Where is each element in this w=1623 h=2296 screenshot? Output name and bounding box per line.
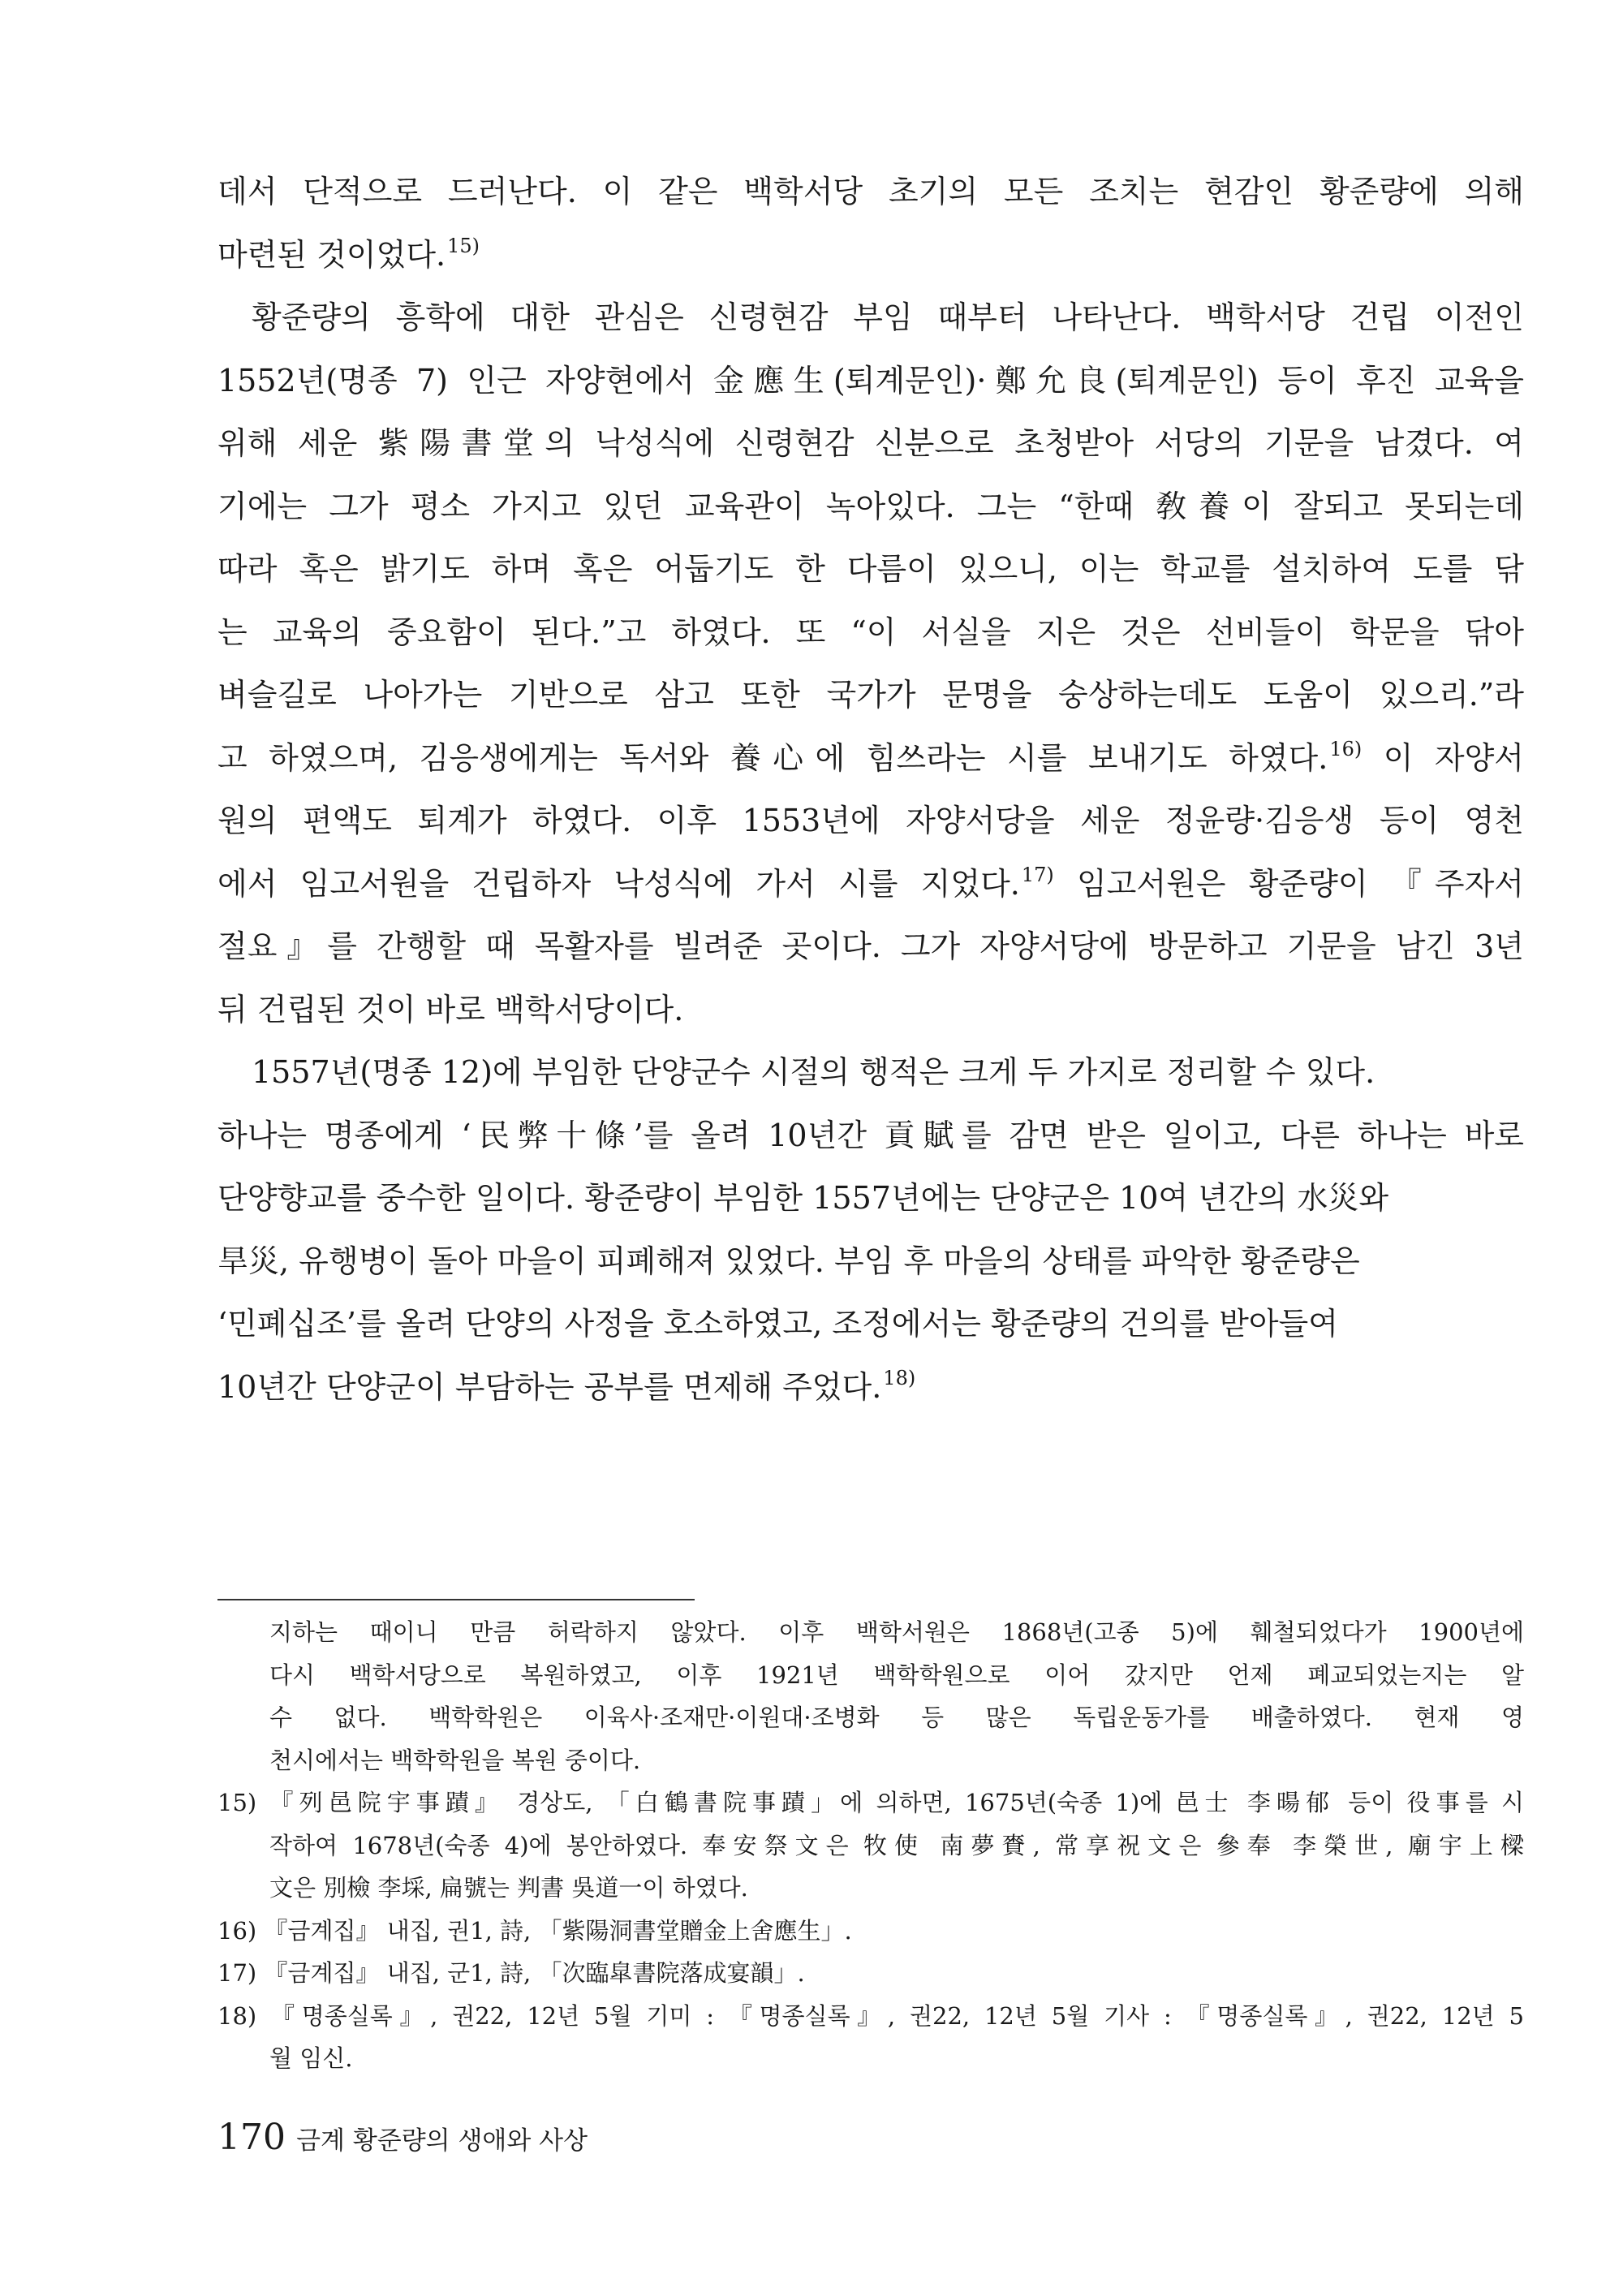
footnote-marker: 15) — [447, 234, 480, 257]
line-text: 기에는 그가 평소 가지고 있던 교육관이 녹아있다. 그는 “한때 敎養이 잘되고 못되는데 — [217, 488, 1524, 524]
text-line — [217, 538, 1524, 601]
line-text: 천시에서는 백학학원을 복원 중이다. — [269, 1746, 641, 1774]
text-line — [217, 601, 1524, 665]
text-line — [217, 350, 1524, 413]
line-text: 절요』를 간행할 때 목활자를 빌려준 곳이다. 그가 자양서당에 방문하고 기문을 남긴 3년 — [217, 928, 1524, 964]
page-footer — [217, 2117, 588, 2158]
line-text: 수 없다. 백학학원은 이육사·조재만·이원대·조병화 등 많은 독립운동가를 배출하였다. 현재 영 — [269, 1704, 1524, 1731]
line-text: 데서 단적으로 드러난다. 이 같은 백학서당 초기의 모든 조치는 현감인 황준량에 의해 — [217, 174, 1524, 209]
text-line — [217, 286, 1524, 350]
text-line — [217, 476, 1524, 539]
footnote-line — [217, 1611, 1524, 1654]
text-line — [217, 224, 1524, 287]
footnote-line — [217, 1867, 1524, 1910]
book-title: 금계 황준량의 생애와 사상 — [296, 2126, 588, 2156]
line-text: 월 임신. — [269, 2044, 353, 2072]
line-text: 황준량의 흥학에 대한 관심은 신령현감 부임 때부터 나타난다. 백학서당 건립 이전인 — [252, 299, 1524, 335]
text-line — [217, 915, 1524, 979]
footnote-line — [217, 1696, 1524, 1739]
footnote-line — [217, 1654, 1524, 1697]
line-text: 15) 『列邑院宇事蹟』 경상도, 「白鶴書院事蹟」에 의하면, 1675년(숙종 1)에 邑士 李暘郁 등이 役事를 시 — [217, 1789, 1524, 1816]
line-text: 작하여 1678년(숙종 4)에 봉안하였다. 奉安祭文은 牧使 南夢賚, 常享祝文은 參奉 李榮世, 廟宇上樑 — [269, 1831, 1524, 1859]
line-text: 에서 임고서원을 건립하자 낙성식에 가서 시를 지었다. — [217, 865, 1020, 902]
line-text: 文은 別檢 李埰, 扁號는 判書 吳道一이 하였다. — [269, 1874, 748, 1902]
page-number: 170 — [217, 2117, 286, 2158]
text-line — [217, 1041, 1524, 1105]
text-line — [217, 727, 1524, 790]
text-line — [217, 853, 1524, 916]
line-text: 17) 『금계집』 내집, 군1, 詩, 「次臨皐書院落成宴韻」. — [217, 1959, 805, 1987]
line-text: 따라 혹은 밝기도 하며 혹은 어둡기도 한 다름이 있으니, 이는 학교를 설치하여 도를 닦 — [217, 551, 1524, 587]
line-text: 원의 편액도 퇴계가 하였다. 이후 1553년에 자양서당을 세운 정윤량·김응생 등이 영천 — [217, 803, 1524, 838]
footnote-line — [217, 1910, 1524, 1953]
footnote-rule — [217, 1599, 695, 1600]
line-text: 고 하였으며, 김응생에게는 독서와 養心에 힘쓰라는 시를 보내기도 하였다. — [217, 739, 1328, 776]
footnote-line — [217, 1995, 1524, 2038]
body-text — [217, 161, 1524, 1419]
line-text: 1557년(명종 12)에 부임한 단양군수 시절의 행적은 크게 두 가지로 정리할 수 있다. — [252, 1054, 1375, 1090]
line-text: 10년간 단양군이 부담하는 공부를 면제해 주었다. — [217, 1368, 882, 1405]
line-text: 旱災, 유행병이 돌아 마을이 피폐해져 있었다. 부임 후 마을의 상태를 파악한 황준량은 — [217, 1243, 1360, 1279]
text-line — [217, 1356, 1524, 1419]
text-line — [217, 161, 1524, 224]
text-line — [217, 790, 1524, 853]
text-line — [217, 979, 1524, 1042]
line-text: 다시 백학서당으로 복원하였고, 이후 1921년 백학학원으로 이어 갔지만 언제 폐교되었는지는 알 — [269, 1661, 1524, 1689]
line-text: 위해 세운 紫陽書堂의 낙성식에 신령현감 신분으로 초청받아 서당의 기문을 남겼다. 여 — [217, 425, 1524, 461]
text-line — [217, 1230, 1524, 1294]
line-text: 는 교육의 중요함이 된다.”고 하였다. 또 “이 서실을 지은 것은 선비들이 학문을 닦아 — [217, 614, 1524, 650]
footnote-line — [217, 1952, 1524, 1995]
footnote-marker: 17) — [1021, 863, 1054, 886]
footnotes — [217, 1611, 1524, 2080]
line-text: 1552년(명종 7) 인근 자양현에서 金應生(퇴계문인)·鄭允良(퇴계문인) 등이 후진 교육을 — [217, 362, 1524, 398]
line-text-tail: 이 자양서 — [1362, 739, 1524, 776]
footnote-marker: 16) — [1329, 737, 1363, 760]
line-text: 단양향교를 중수한 일이다. 황준량이 부임한 1557년에는 단양군은 10여 년간의 水災와 — [217, 1180, 1389, 1216]
text-line — [217, 412, 1524, 476]
footnote-line — [217, 2037, 1524, 2080]
text-line — [217, 1293, 1524, 1356]
line-text: 18) 『명종실록』, 권22, 12년 5월 기미 : 『명종실록』, 권22, 12년 5월 기사 : 『명종실록』, 권22, 12년 5 — [217, 2001, 1524, 2030]
line-text: 뒤 건립된 것이 바로 백학서당이다. — [217, 991, 684, 1027]
line-text: 16) 『금계집』 내집, 권1, 詩, 「紫陽洞書堂贈金上舍應生」. — [217, 1916, 852, 1945]
line-text: 하나는 명종에게 ‘民弊十條’를 올려 10년간 貢賦를 감면 받은 일이고, 다른 하나는 바로 — [217, 1117, 1524, 1153]
footnote-line — [217, 1781, 1524, 1824]
footnote-line — [217, 1739, 1524, 1782]
footnote-line — [217, 1824, 1524, 1867]
text-line — [217, 1167, 1524, 1230]
line-text-tail: 임고서원은 황준량이 『주자서 — [1053, 865, 1524, 902]
footnote-marker: 18) — [883, 1366, 916, 1389]
text-line — [217, 664, 1524, 727]
text-line — [217, 1105, 1524, 1168]
line-text: 지하는 때이니 만큼 허락하지 않았다. 이후 백학서원은 1868년(고종 5)에 훼철되었다가 1900년에 — [269, 1618, 1524, 1646]
line-text: 마련된 것이었다. — [217, 236, 446, 273]
line-text: 벼슬길로 나아가는 기반으로 삼고 또한 국가가 문명을 숭상하는데도 도움이 있으리.”라 — [217, 677, 1524, 713]
line-text: ‘민폐십조’를 올려 단양의 사정을 호소하였고, 조정에서는 황준량의 건의를 받아들여 — [217, 1306, 1338, 1342]
